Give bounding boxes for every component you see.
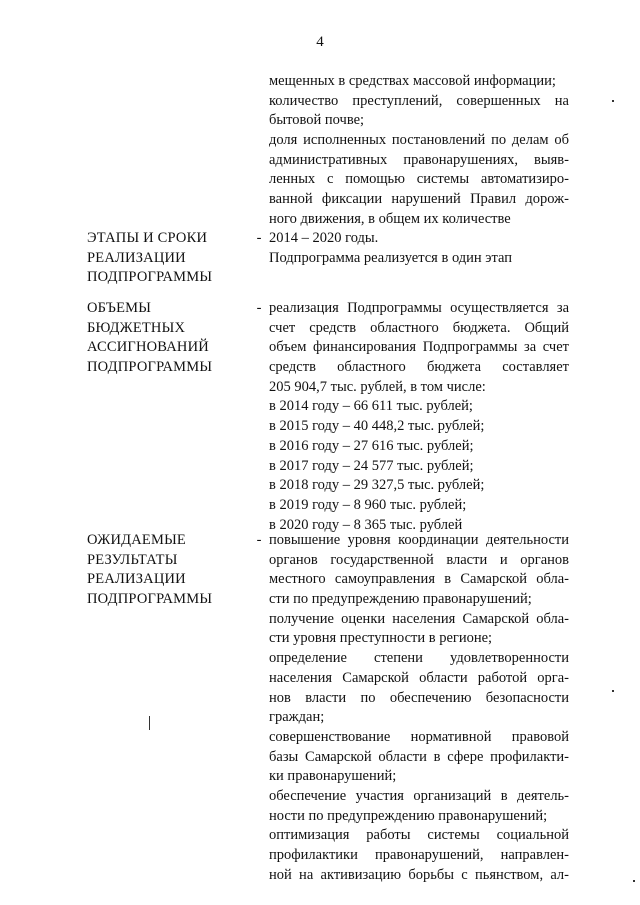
text-line: средств областного бюджета составляет xyxy=(269,359,569,376)
label-line: ЭТАПЫ И СРОКИ xyxy=(87,230,208,246)
text-line: 205 904,7 тыс. рублей, в том числе: xyxy=(269,378,486,395)
label-line: РЕАЛИЗАЦИИ xyxy=(87,249,186,266)
section-dash: - xyxy=(256,532,262,548)
text-line: оптимизация работы системы социальной xyxy=(269,827,569,844)
text-line: ной на активизацию борьбы с пьянством, ал- xyxy=(269,866,569,883)
section-body xyxy=(269,531,569,885)
text-line: реализация Подпрограммы осуществляется за xyxy=(269,300,569,316)
text-line: счет средств областного бюджета. Общий xyxy=(269,319,569,336)
scan-mark xyxy=(149,716,150,730)
text-line: обеспечение участия организаций в деятель- xyxy=(269,787,569,804)
section-label xyxy=(87,229,252,288)
section-label xyxy=(87,299,252,378)
label-line: ОБЪЕМЫ xyxy=(87,300,152,316)
label-line: ПОДПРОГРАММЫ xyxy=(87,269,213,286)
text-line: доля исполненных постановлений по делам об xyxy=(269,132,569,149)
label-line: ПОДПРОГРАММЫ xyxy=(87,359,213,376)
text-line: 2014 – 2020 годы. xyxy=(269,230,379,246)
text-line: повышение уровня координации деятельности xyxy=(269,532,569,548)
text-line: ного движения, в общем их количестве xyxy=(269,210,511,227)
text-line: определение степени удовлетворенности xyxy=(269,650,569,667)
text-line: ности по предупреждению правонарушений; xyxy=(269,807,548,824)
text-line: граждан; xyxy=(269,709,325,726)
section-body xyxy=(269,229,569,268)
text-line: получение оценки населения Самарской обла- xyxy=(269,610,569,627)
scan-mark xyxy=(633,880,635,882)
section-dash: - xyxy=(256,230,262,246)
text-line: в 2014 году – 66 611 тыс. рублей; xyxy=(269,398,473,415)
label-line: ПОДПРОГРАММЫ xyxy=(87,591,213,608)
section-label xyxy=(87,531,252,610)
text-line: органов государственной власти и органов xyxy=(269,551,569,568)
text-line: в 2020 году – 8 365 тыс. рублей xyxy=(269,516,463,533)
scan-mark xyxy=(612,690,614,692)
text-line: в 2016 году – 27 616 тыс. рублей; xyxy=(269,437,474,454)
text-line: объем финансирования Подпрограммы за счет xyxy=(269,339,569,356)
text-line: населения Самарской области работой орга- xyxy=(269,669,569,686)
section-dash: - xyxy=(256,300,262,316)
label-line: АССИГНОВАНИЙ xyxy=(87,339,209,356)
label-line: РЕЗУЛЬТАТЫ xyxy=(87,551,178,568)
text-line: ленных с помощью системы автоматизиро- xyxy=(269,171,569,188)
label-line: ОЖИДАЕМЫЕ xyxy=(87,532,186,548)
section-body xyxy=(269,299,569,535)
text-line: сти по предупреждению правонарушений; xyxy=(269,591,532,608)
text-line: Подпрограмма реализуется в один этап xyxy=(269,249,513,266)
text-line: совершенствование нормативной правовой xyxy=(269,728,569,745)
text-line: в 2019 году – 8 960 тыс. рублей; xyxy=(269,496,467,513)
text-line: местного самоуправления в Самарской обла- xyxy=(269,571,569,588)
text-line: профилактики правонарушений, направлен- xyxy=(269,847,569,863)
text-line: административных правонарушениях, выяв- xyxy=(269,151,569,168)
scan-mark xyxy=(612,100,614,102)
text-line: в 2017 году – 24 577 тыс. рублей; xyxy=(269,457,474,474)
label-line: РЕАЛИЗАЦИИ xyxy=(87,571,186,588)
text-line: в 2015 году – 40 448,2 тыс. рублей; xyxy=(269,418,485,435)
text-line: бытовой почве; xyxy=(269,112,365,129)
intro-block xyxy=(269,72,569,230)
text-line: количество преступлений, совершенных на xyxy=(269,92,569,109)
text-line: мещенных в средствах массовой информации; xyxy=(269,73,556,89)
text-line: ванной фиксации нарушений Правил дорож- xyxy=(269,191,569,208)
text-line: ки правонарушений; xyxy=(269,768,397,785)
text-line: нов власти по обеспечению безопасности xyxy=(269,689,569,706)
text-line: сти уровня преступности в регионе; xyxy=(269,630,493,647)
text-line: в 2018 году – 29 327,5 тыс. рублей; xyxy=(269,477,485,494)
label-line: БЮДЖЕТНЫХ xyxy=(87,319,186,336)
page-number: 4 xyxy=(316,34,324,50)
text-line: базы Самарской области в сфере профилакти- xyxy=(269,748,569,765)
